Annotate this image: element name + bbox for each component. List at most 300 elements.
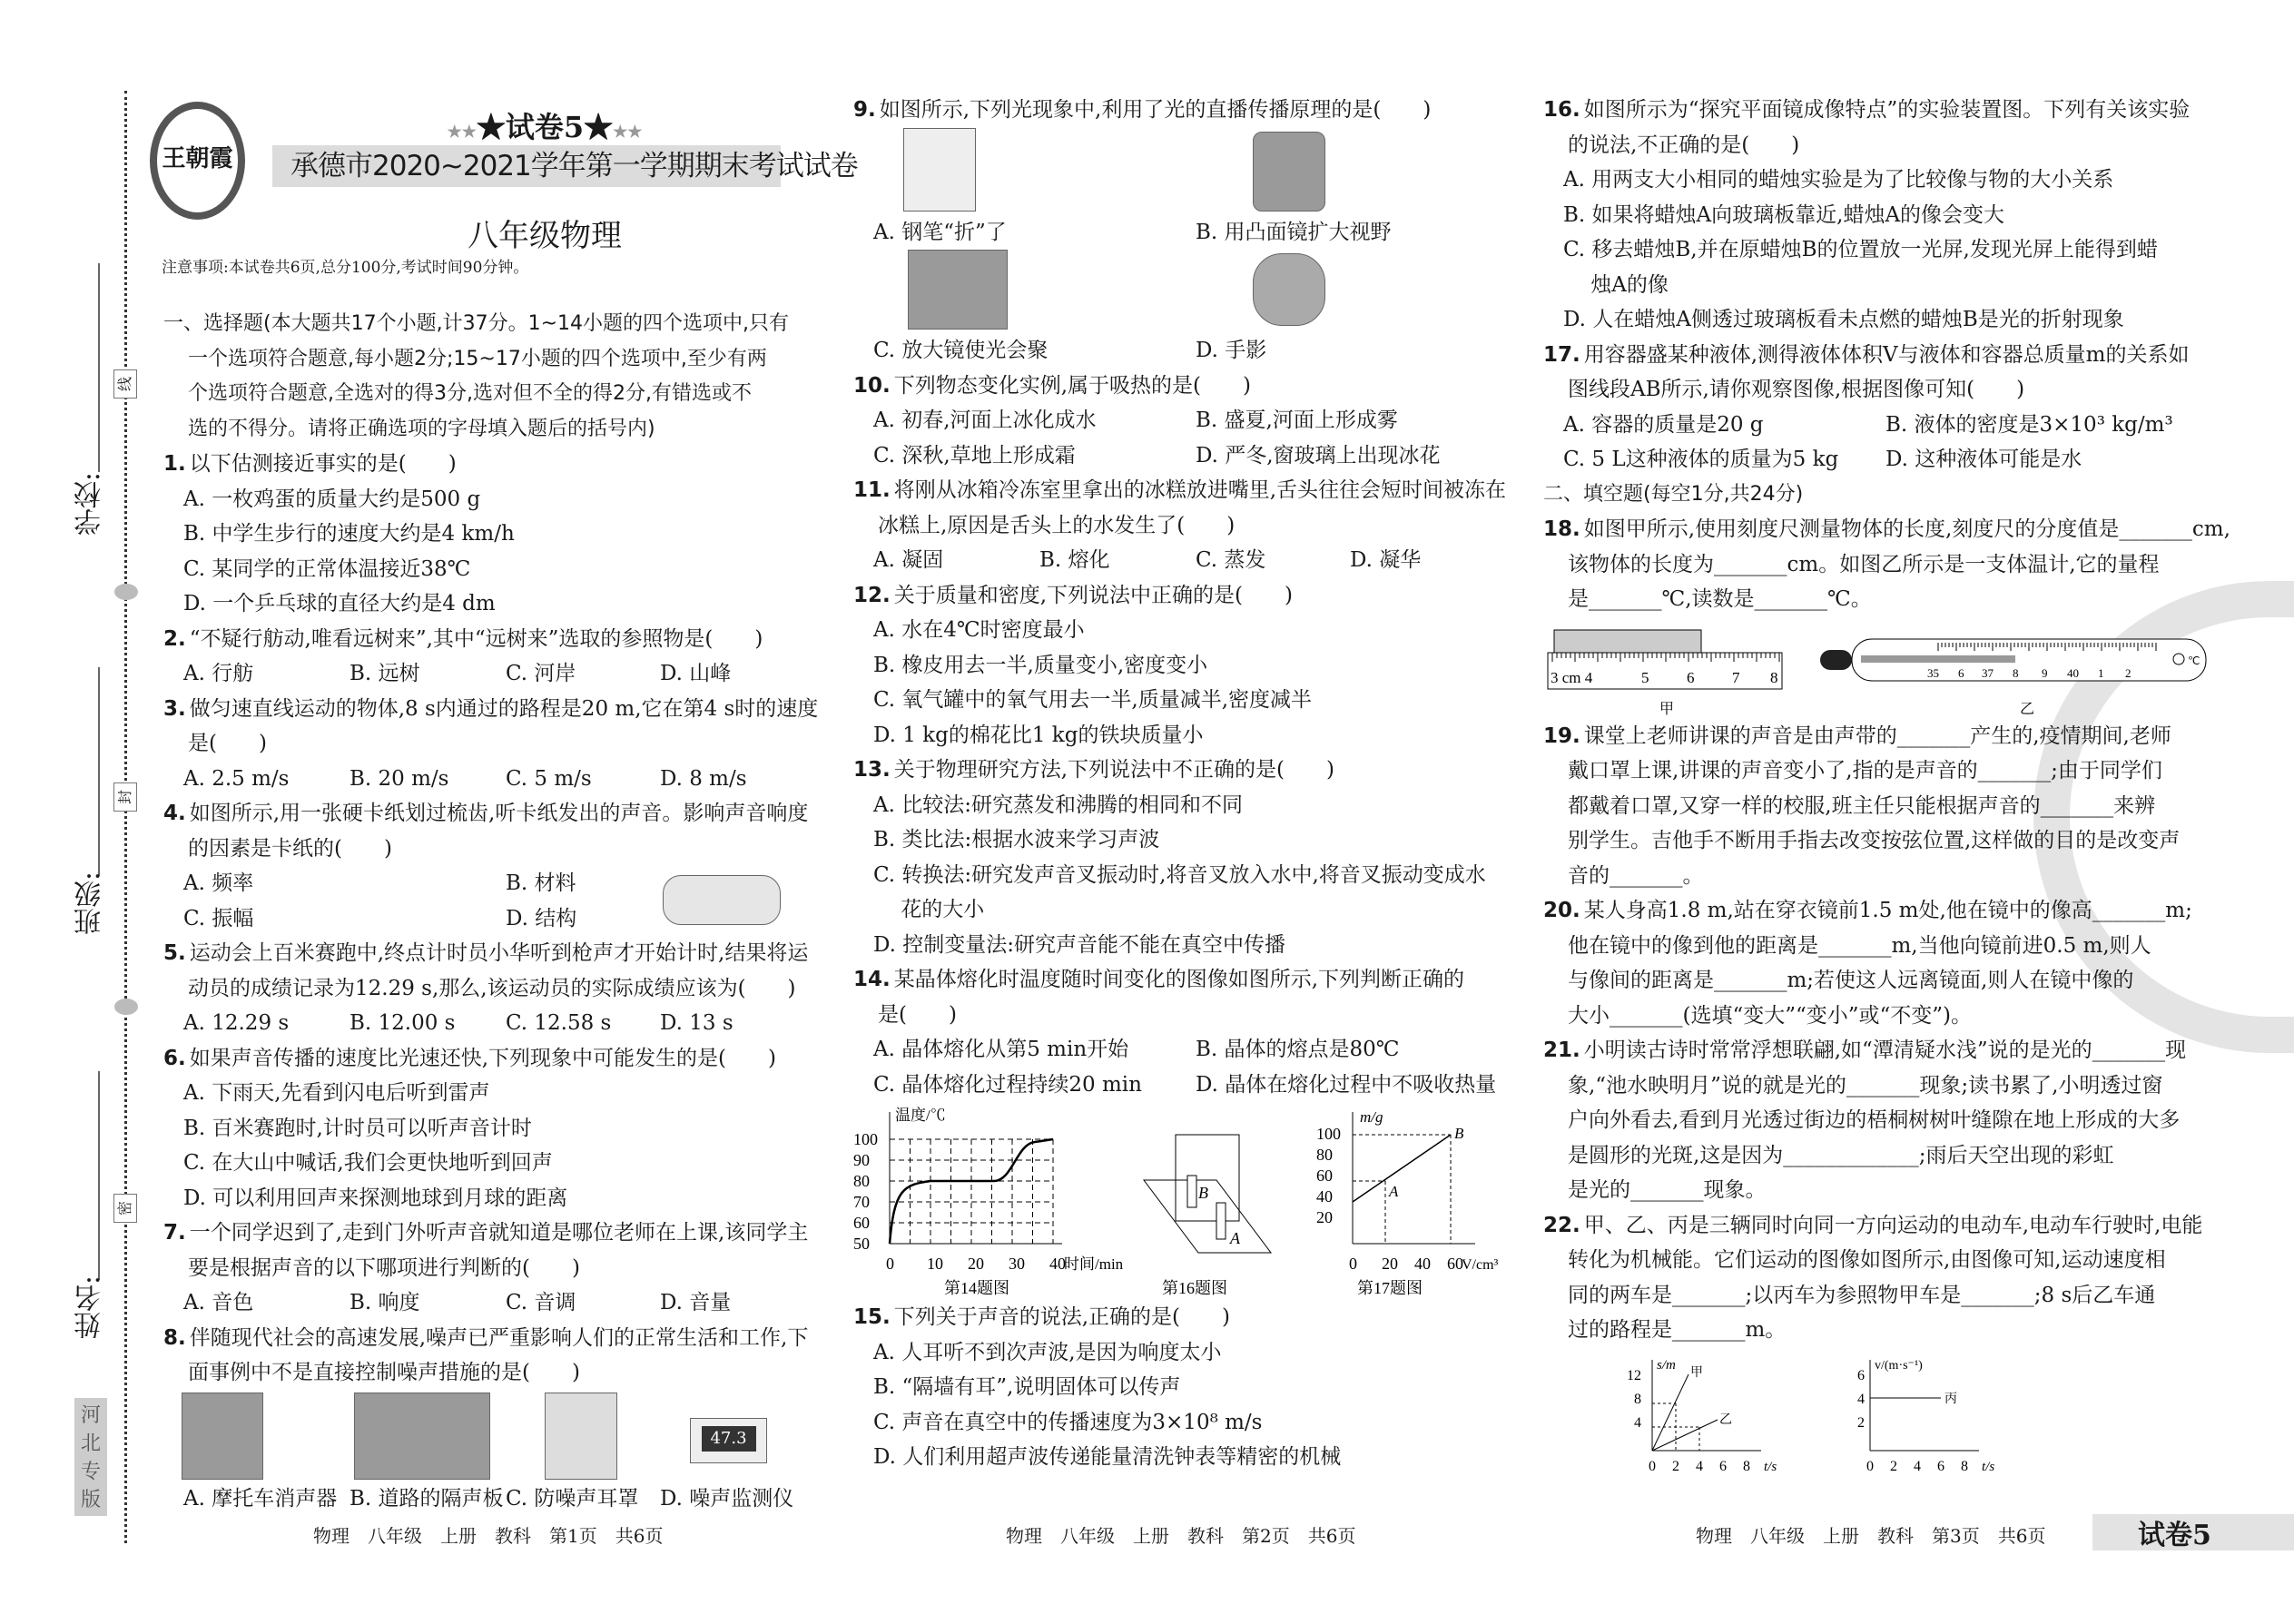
answer-option[interactable]: B. 材料	[506, 871, 576, 895]
noise-monitor-image	[690, 1418, 767, 1463]
class-field-line[interactable]	[98, 667, 100, 876]
question-text: 将刚从冰箱冷冻室里拿出的冰糕放进嘴里,舌头往往会短时间被冻在	[893, 478, 1507, 502]
question-text: 做匀速直线运动的物体,8 s内通过的路程是20 m,它在第4 s时的速度	[189, 696, 819, 721]
figure-label: A	[1230, 1229, 1240, 1247]
seal-mark: 线	[113, 369, 137, 399]
answer-option[interactable]: A. 用两支大小相同的蜡烛实验是为了比较像与物的大小关系	[1563, 168, 2114, 192]
question-cont	[853, 250, 1509, 369]
question-number: 16.	[1543, 98, 1580, 122]
figure-label: 乙	[2020, 701, 2035, 717]
question-text: 户向外看去,看到月光透过街边的梧桐树树叶缝隙在地上形成的大多	[1568, 1108, 2181, 1132]
question-number: 4.	[163, 802, 186, 825]
answer-option[interactable]: A. 频率	[183, 871, 254, 895]
figure-label: 0	[1866, 1458, 1874, 1474]
question-text: 某晶体熔化时温度随时间变化的图像如图所示,下列判断正确的	[893, 968, 1465, 991]
answer-option[interactable]: C. 氧气罐中的氧气用去一半,质量减半,密度减半	[873, 688, 1313, 712]
question-number: 8.	[163, 1325, 186, 1350]
question-number: 7.	[163, 1221, 186, 1245]
question-20	[1543, 893, 2199, 1033]
figure-label: 0	[1349, 1255, 1357, 1273]
figure-label: 温度/℃	[895, 1107, 946, 1124]
answer-option[interactable]: B. 用凸面镜扩大视野	[1196, 220, 1392, 244]
question-stem-line	[1543, 1173, 2199, 1208]
question-8	[163, 1321, 810, 1517]
question-stem-line	[1543, 1103, 2199, 1138]
answer-option[interactable]: A. 凝固	[873, 548, 944, 572]
question-stem-line	[163, 447, 810, 482]
figure-label: 60	[1316, 1166, 1333, 1185]
question-text: 别学生。吉他手不断用手指去改变按弦位置,这样做的目的是改变声	[1568, 829, 2181, 852]
figure-label: 乙	[1719, 1412, 1732, 1427]
answer-option[interactable]: D. 凝华	[1350, 548, 1422, 572]
figure-label: v/(m·s⁻¹)	[1875, 1358, 1923, 1373]
figure-label: 80	[853, 1172, 870, 1190]
answer-option[interactable]: C. 移去蜡烛B,并在原蜡烛B的位置放一光屏,发现光屏上能得到蜡	[1563, 238, 2158, 261]
answer-option[interactable]: D. 噪声监测仪	[660, 1486, 794, 1511]
question-text: 关于物理研究方法,下列说法中不正确的是( )	[893, 758, 1335, 782]
figure-label: 20	[1316, 1208, 1333, 1226]
figure-label: 90	[853, 1151, 870, 1169]
figure-label: 8	[1961, 1458, 1968, 1474]
figure-label: 30	[1009, 1255, 1025, 1273]
question-stem-line	[163, 692, 819, 727]
answer-option[interactable]: C. 蒸发	[1196, 548, 1266, 572]
answer-option[interactable]: D. 可以利用回声来探测地球到月球的距离	[183, 1186, 568, 1210]
figure-label: 8	[1770, 668, 1778, 686]
figure-label: 1	[2098, 665, 2104, 680]
question-number: 11.	[853, 478, 891, 502]
figure-label: 6	[1687, 668, 1695, 686]
question-stem-line	[1543, 893, 2199, 929]
answer-option[interactable]: C. 振幅	[183, 906, 254, 930]
question-text: 运动会上百米赛跑中,终点计时员小华听到枪声才开始计时,结果将运	[189, 941, 809, 965]
figure-label: A	[1389, 1183, 1399, 1200]
question-text: 与像间的距离是_______m;若使这人远离镜面,则人在镜中像的	[1568, 969, 2134, 992]
motorcycle-muffler-image	[182, 1393, 263, 1480]
answer-options	[163, 1076, 810, 1216]
answer-option[interactable]: D. 山峰	[660, 662, 732, 685]
figure-label: 6	[1857, 1367, 1865, 1383]
question-text: 图线段AB所示,请你观察图像,根据图像可知( )	[1568, 378, 2025, 401]
question-stem-line	[163, 971, 810, 1007]
question-text: 转化为机械能。它们运动的图像如图所示,由图像可知,运动速度相	[1568, 1248, 2166, 1272]
question-text: 是_______℃,读数是_______℃。	[1568, 587, 1872, 611]
answer-option[interactable]: B. 橡皮用去一半,质量变小,密度变小	[873, 653, 1208, 677]
figure-label: 甲	[1659, 701, 1675, 717]
answer-option[interactable]: D. 结构	[506, 906, 577, 930]
question-number: 2.	[163, 626, 186, 651]
question-stem-line	[853, 93, 1509, 128]
question-text: 同的两车是_______;以丙车为参照物甲车是_______;8 s后乙车通	[1568, 1283, 2156, 1307]
question-14	[853, 962, 1509, 1300]
figure-label: 70	[853, 1193, 870, 1211]
question-6	[163, 1041, 810, 1216]
answer-option[interactable]: D. 1 kg的棉花比1 kg的铁块质量小	[873, 723, 1204, 747]
question-number: 9.	[853, 98, 876, 122]
section-heading-line	[163, 342, 810, 378]
figure-label: ℃	[2188, 654, 2200, 667]
question-text: 某人身高1.8 m,站在穿衣镜前1.5 m处,他在镜中的像高_______m;	[1583, 899, 2192, 922]
answer-option[interactable]: B. 盛夏,河面上形成雾	[1196, 408, 1398, 432]
answer-options	[163, 1481, 810, 1517]
sound-barrier-image	[354, 1393, 490, 1480]
question-stem-line	[1543, 823, 2199, 859]
answer-option[interactable]: C. 深秋,草地上形成霜	[873, 443, 1076, 468]
exam-title: 承德市2020~2021学年第一学期期末考试试卷	[290, 150, 858, 182]
question-stem-line	[163, 1321, 810, 1356]
answer-option[interactable]: C. 音调	[506, 1291, 576, 1314]
answer-option[interactable]: C. 声音在真空中的传播速度为3×10⁸ m/s	[873, 1410, 1263, 1434]
figure-label: 40	[1316, 1187, 1333, 1206]
answer-option[interactable]: D. 手影	[1196, 339, 1267, 362]
question-text: 如果声音传播的速度比光速还快,下列现象中可能发生的是( )	[189, 1046, 777, 1070]
question-11	[853, 473, 1509, 578]
answer-options	[163, 762, 810, 797]
answer-option[interactable]: C. 5 m/s	[506, 766, 592, 791]
answer-option[interactable]: A. 人耳听不到次声波,是因为响度太小	[873, 1340, 1222, 1364]
noise-monitor-reading: 47.3	[702, 1426, 756, 1452]
figures-q14-q16-q17	[853, 1107, 1509, 1300]
figure-label: 2	[1890, 1458, 1897, 1474]
comb-figure	[663, 875, 781, 925]
series-label: ★★★试卷5★★★	[447, 110, 643, 144]
figure-label: B	[1198, 1184, 1208, 1202]
question-19	[1543, 719, 2199, 894]
figure-label: 20	[1382, 1255, 1398, 1273]
answer-option[interactable]: A. 容器的质量是20 g	[1563, 412, 1764, 437]
figure-label: 0	[1649, 1458, 1656, 1474]
answer-option[interactable]: B. 晶体的熔点是80℃	[1196, 1038, 1400, 1061]
question-text: 是( )	[188, 732, 267, 755]
figure-label: 4	[1696, 1458, 1703, 1474]
question-text: 大小_______(选填“变大”“变小”或“不变”)。	[1568, 1003, 1972, 1028]
answer-option[interactable]: C. 某同学的正常体温接近38℃	[183, 556, 471, 581]
question-number: 1.	[163, 452, 186, 476]
question-number: 12.	[853, 583, 891, 607]
figure-label: 8	[2013, 665, 2019, 680]
section-heading	[1543, 477, 2199, 513]
answer-option[interactable]: B. 熔化	[1039, 548, 1110, 572]
question-text: 面事例中不是直接控制噪声措施的是( )	[188, 1361, 580, 1384]
figure-label: 丙	[1944, 1392, 1957, 1406]
question-text: 过的路程是_______m。	[1568, 1318, 1787, 1342]
question-stem-line	[163, 1216, 810, 1251]
figure-label: 35	[1927, 665, 1939, 680]
answer-option[interactable]: B. 百米赛跑时,计时员可以听声音计时	[183, 1116, 532, 1140]
answer-option[interactable]: C. 放大镜使光会聚	[873, 339, 1049, 362]
figure-label: 4	[1634, 1414, 1641, 1431]
answer-option[interactable]: B. 响度	[350, 1291, 420, 1314]
question-stem-line	[1543, 789, 2199, 824]
question-13	[853, 753, 1509, 962]
question-number: 5.	[163, 941, 186, 965]
answer-option[interactable]: A. 一枚鸡蛋的质量大约是500 g	[183, 487, 481, 511]
question-15	[853, 1300, 1509, 1475]
answer-options	[163, 1285, 810, 1321]
question-stem-line	[163, 832, 810, 867]
question-stem-line	[1543, 1313, 2199, 1348]
question-text: 如图所示,用一张硬卡纸划过梳齿,听卡纸发出的声音。影响声音响度	[189, 802, 809, 825]
answer-options	[853, 215, 1509, 251]
series-text: 试卷5	[505, 110, 585, 144]
footer-page-2: 物理 八年级 上册 教科 第2页 共6页	[1006, 1525, 1356, 1547]
section-text: 选的不得分。请将正确选项的字母填入题后的括号内)	[188, 417, 655, 440]
light-images-row1	[853, 128, 1509, 215]
answer-option[interactable]: A. 摩托车消声器	[183, 1486, 338, 1511]
answer-option[interactable]: D. 音量	[660, 1291, 732, 1314]
question-text: 都戴着口罩,又穿一样的校服,班主任只能根据声音的_______来辨	[1568, 793, 2156, 818]
answer-option[interactable]: C. 在大山中喊话,我们会更快地听到回声	[183, 1151, 553, 1175]
answer-option[interactable]: A. 钢笔“折”了	[873, 220, 1007, 244]
question-text: 要是根据声音的以下哪项进行判断的( )	[188, 1255, 580, 1280]
figure-label: 100	[1316, 1125, 1341, 1143]
question-3	[163, 692, 819, 797]
answer-option[interactable]: A. 下雨天,先看到闪电后听到雷声	[183, 1081, 490, 1105]
convex-mirror-image	[1253, 132, 1325, 212]
question-stem-line	[1543, 1033, 2199, 1068]
figure-label: 2	[2125, 665, 2132, 680]
question-16	[1543, 93, 2199, 338]
section-text: 二、填空题(每空1分,共24分)	[1543, 482, 1804, 506]
light-images-row2	[853, 250, 1509, 333]
ruler-thermometer-figure-svg	[1543, 621, 2199, 719]
question-text: 课堂上老师讲课的声音是由声带的_______产生的,疫情期间,老师	[1583, 723, 2171, 748]
question-stem-line	[163, 936, 810, 971]
name-field-line[interactable]	[98, 1071, 100, 1280]
answer-option[interactable]: B. 20 m/s	[350, 766, 449, 791]
answer-options	[163, 482, 810, 622]
answer-option[interactable]: A. 晶体熔化从第5 min开始	[873, 1038, 1129, 1061]
figure-label: 第16题图	[1162, 1279, 1227, 1297]
figures-q14-q16-q17-svg	[853, 1107, 1509, 1300]
answer-options	[853, 1032, 1509, 1102]
question-text: 的说法,不正确的是( )	[1568, 133, 1800, 157]
question-22	[1543, 1208, 2203, 1474]
question-stem-line	[1543, 1068, 2199, 1104]
page-1-column	[163, 307, 819, 1516]
question-9	[853, 93, 1509, 250]
motion-graphs-svg	[1543, 1355, 2199, 1473]
answer-option[interactable]: B. 液体的密度是3×10³ kg/m³	[1885, 412, 2173, 437]
question-stem-line	[163, 622, 810, 657]
answer-option[interactable]: 烛A的像	[1563, 272, 1669, 297]
question-stem-line	[1543, 719, 2199, 754]
figure-label: 6	[1958, 665, 1964, 680]
question-stem-line	[1543, 512, 2230, 547]
question-text: 一个同学迟到了,走到门外听声音就知道是哪位老师在上课,该同学主	[189, 1221, 809, 1245]
answer-option[interactable]: D. 13 s	[660, 1011, 733, 1035]
answer-options	[853, 543, 1509, 578]
question-text: 音的_______。	[1568, 863, 1704, 888]
question-stem-line	[1543, 128, 2199, 163]
figure-label: 8	[1634, 1391, 1641, 1407]
question-stem-line	[163, 796, 810, 832]
answer-option[interactable]: A. 2.5 m/s	[183, 766, 290, 791]
question-17	[1543, 338, 2199, 477]
question-stem-line	[1543, 1138, 2199, 1174]
answer-options	[853, 333, 1509, 369]
figure-label: t/s	[1982, 1459, 1995, 1474]
question-text: 用容器盛某种液体,测得液体体积V与液体和容器总质量m的关系如	[1583, 342, 2190, 367]
seal-mark: 封	[113, 782, 137, 812]
answer-option[interactable]: 花的大小	[873, 898, 985, 921]
question-number: 22.	[1543, 1213, 1580, 1237]
answer-options	[853, 613, 1509, 753]
question-stem-line	[1543, 582, 2199, 617]
question-stem-line	[163, 726, 810, 762]
question-text: 戴口罩上课,讲课的声音变小了,指的是声音的_______;由于同学们	[1568, 759, 2162, 782]
answer-option[interactable]: A. 12.29 s	[183, 1011, 290, 1035]
question-text: 如图甲所示,使用刻度尺测量物体的长度,刻度尺的分度值是_______cm,	[1583, 517, 2230, 541]
answer-options	[853, 403, 1509, 473]
figure-label: 7	[1732, 668, 1740, 686]
question-12	[853, 578, 1509, 753]
figure-label: 时间/min	[1064, 1255, 1124, 1273]
name-label: 姓名:	[74, 1275, 106, 1340]
question-text: 冰糕上,原因是舌头上的水发生了( )	[878, 513, 1236, 537]
question-stem-line	[1543, 547, 2199, 583]
page-3-column	[1543, 93, 2230, 1474]
question-7	[163, 1216, 810, 1321]
figure-label: 12	[1627, 1367, 1641, 1383]
question-number: 13.	[853, 758, 891, 782]
figure-label: 甲	[1690, 1365, 1703, 1380]
question-number: 10.	[853, 373, 891, 398]
question-stem-line	[853, 753, 1509, 788]
question-stem-line	[1543, 93, 2199, 128]
figure-label: 100	[853, 1130, 878, 1148]
answer-option[interactable]: A. 水在4℃时密度最小	[873, 618, 1085, 642]
figure-label: 第17题图	[1357, 1279, 1423, 1297]
figure-label: B	[1454, 1125, 1464, 1142]
question-4	[163, 796, 810, 936]
answer-option[interactable]: C. 晶体熔化过程持续20 min	[873, 1072, 1142, 1097]
answer-option[interactable]: B. 道路的隔声板	[350, 1486, 504, 1511]
figure-label: 9	[2042, 665, 2048, 680]
question-text: 小明读古诗时常常浮想联翩,如“潭清疑水浅”说的是光的_______现	[1583, 1038, 2187, 1062]
question-text: 的因素是卡纸的( )	[188, 836, 392, 861]
answer-option[interactable]: B. 远树	[350, 662, 420, 685]
question-21	[1543, 1033, 2199, 1208]
question-number: 3.	[163, 696, 186, 721]
question-stem-line	[163, 1041, 810, 1077]
figure-label: 0	[886, 1255, 894, 1273]
question-stem-line	[1543, 929, 2199, 964]
answer-option[interactable]: C. 防噪声耳罩	[506, 1486, 639, 1511]
answer-options	[1543, 162, 2199, 338]
figure-label: t/s	[1764, 1459, 1777, 1474]
answer-options	[853, 788, 1509, 963]
section-text: 个选项符合题意,全选对的得3分,选对但不全的得2分,有错选或不	[188, 382, 752, 405]
question-stem-line	[1543, 1278, 2199, 1314]
answer-option[interactable]: C. 河岸	[506, 662, 576, 685]
figure-label: 2	[1672, 1458, 1679, 1474]
answer-option[interactable]: D. 控制变量法:研究声音能不能在真空中传播	[873, 932, 1285, 957]
section-text: 一个选项符合题意,每小题2分;15~17小题的四个选项中,至少有两	[188, 347, 767, 370]
question-stem-line	[853, 508, 1509, 544]
edition-badge: 河北专版	[74, 1398, 107, 1516]
question-stem-line	[1543, 859, 2199, 894]
figure-label: s/m	[1657, 1357, 1676, 1373]
school-field-line[interactable]	[98, 263, 100, 472]
question-10	[853, 369, 1509, 474]
answer-option[interactable]: B. 中学生步行的速度大约是4 km/h	[183, 522, 515, 546]
answer-option[interactable]: B. 类比法:根据水波来学习声波	[873, 828, 1160, 851]
question-stem-line	[853, 578, 1509, 614]
publisher-logo	[150, 102, 245, 220]
answer-option[interactable]: D. 人在蜡烛A侧透过玻璃板看未点燃的蜡烛B是光的折射现象	[1563, 308, 2124, 331]
figure-label: 20	[968, 1255, 984, 1273]
question-stem-line	[1543, 1208, 2203, 1244]
answer-options	[163, 1006, 810, 1041]
question-text: 如图所示为“探究平面镜成像特点”的实验装置图。下列有关该实验	[1583, 98, 2191, 122]
motion-graphs	[1543, 1355, 2199, 1473]
figure-label: 37	[1982, 665, 1994, 680]
answer-option[interactable]: D. 晶体在熔化过程中不吸收热量	[1196, 1072, 1497, 1097]
question-2	[163, 622, 810, 692]
answer-option[interactable]: C. 5 L这种液体的质量为5 kg	[1563, 448, 1839, 471]
question-stem-line	[853, 998, 1509, 1033]
figure-label: 6	[1719, 1458, 1727, 1474]
figure-label: 4	[1857, 1391, 1865, 1407]
question-stem-line	[1543, 963, 2199, 999]
figure-label: 4	[1914, 1458, 1921, 1474]
question-stem-line	[1543, 753, 2199, 789]
noise-control-images	[163, 1391, 810, 1481]
answer-option[interactable]: D. 人们利用超声波传递能量清洗钟表等精密的机械	[873, 1445, 1342, 1469]
answer-option[interactable]: B. “隔墙有耳”,说明固体可以传声	[873, 1375, 1181, 1399]
magnifier-image	[908, 250, 1008, 330]
question-text: 关于质量和密度,下列说法中正确的是( )	[893, 583, 1294, 607]
earmuffs-image	[545, 1393, 617, 1480]
question-text: 下列关于声音的说法,正确的是( )	[893, 1305, 1231, 1329]
question-stem-line	[1543, 999, 2199, 1034]
answer-option[interactable]: D. 一个乒乓球的直径大约是4 dm	[183, 592, 496, 615]
answer-option[interactable]: A. 比较法:研究蒸发和沸腾的相同和不同	[873, 792, 1243, 817]
question-text: 象,“池水映明月”说的就是光的_______现象;读书累了,小明透过窗	[1568, 1073, 2163, 1097]
figure-label: 8	[1743, 1458, 1750, 1474]
cut-line	[124, 91, 127, 1543]
question-stem-line	[853, 473, 1509, 508]
question-stem-line	[853, 1300, 1509, 1335]
figure-label: 80	[1316, 1146, 1333, 1164]
question-text: 该物体的长度为_______cm。如图乙所示是一支体温计,它的量程	[1568, 552, 2160, 576]
question-number: 21.	[1543, 1038, 1580, 1062]
school-label: 学校:	[74, 472, 106, 536]
answer-option[interactable]: B. 如果将蜡烛A向玻璃板靠近,蜡烛A的像会变大	[1563, 202, 2005, 227]
answer-option[interactable]: A. 音色	[183, 1291, 254, 1314]
question-text: 下列物态变化实例,属于吸热的是( )	[893, 373, 1252, 398]
question-text: 是圆形的光斑,这是因为_____________;雨后天空出现的彩虹	[1568, 1143, 2114, 1167]
question-number: 18.	[1543, 517, 1580, 541]
answer-options	[1543, 408, 2199, 477]
question-number: 6.	[163, 1046, 186, 1070]
question-text: “不疑行舫动,唯看远树来”,其中“远树来”选取的参照物是( )	[189, 626, 763, 651]
answer-option[interactable]: B. 12.00 s	[350, 1011, 456, 1035]
answer-option[interactable]: D. 严冬,窗玻璃上出现冰花	[1196, 443, 1441, 468]
exam-notice: 注意事项:本试卷共6页,总分100分,考试时间90分钟。	[162, 259, 529, 277]
answer-option[interactable]: A. 行舫	[183, 662, 254, 685]
answer-options	[163, 656, 810, 692]
figure-label: 60	[1447, 1255, 1463, 1273]
section-heading-line	[1543, 477, 2199, 513]
answer-option[interactable]: C. 转换法:研究发声音叉振动时,将音叉放入水中,将音叉振动变成水	[873, 862, 1486, 887]
answer-option[interactable]: D. 8 m/s	[660, 766, 747, 791]
answer-option[interactable]: C. 12.58 s	[506, 1011, 612, 1035]
answer-option[interactable]: D. 这种液体可能是水	[1885, 448, 2082, 471]
answer-option[interactable]: A. 初春,河面上冰化成水	[873, 408, 1097, 432]
question-text: 是( )	[878, 1002, 957, 1027]
